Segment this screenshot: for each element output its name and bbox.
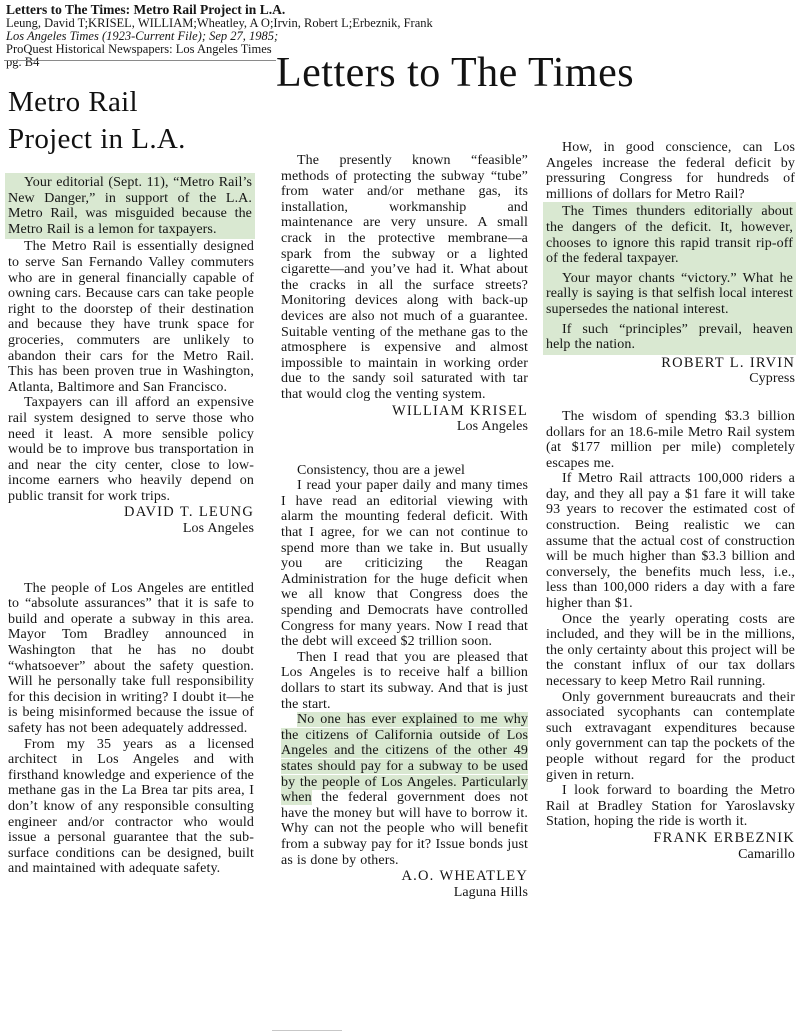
- citation-source: Los Angeles Times (1923-Current File); Sep 27, 1985;: [6, 29, 279, 43]
- article-headline-line1: Metro Rail: [8, 86, 138, 118]
- signature-name: FRANK ERBEZNIK: [653, 829, 795, 846]
- paragraph: Only government bureaucrats and their associated sycophants can contemplate such extravagant expenditures because only government can tap the pockets of the people without regard for the product given in return.: [546, 689, 795, 783]
- paragraph: Taxpayers can ill afford an expensive rail system designed to serve those who need it least. A more sensible policy would be to improve bus transportation in and near the city center, close to low-income earners who heavily depend on public transit for work trips.: [8, 395, 254, 504]
- section-masthead: Letters to The Times: [276, 50, 635, 96]
- article-headline-line2: Project in L.A.: [8, 123, 186, 155]
- letter-signature: [546, 356, 795, 387]
- paragraph-highlighted: The Times thunders editorially about the dangers of the deficit. It, however, chooses to ignore this rapid transit rip-off of the federal taxpayer.: [543, 202, 796, 268]
- paragraph-highlighted: Your editorial (Sept. 11), “Metro Rail’s New Danger,” in support of the L.A. Metro Rail, was misguided because the Metro Rail is a lemon for taxpayers.: [5, 173, 255, 239]
- letter-signature: [8, 505, 254, 536]
- header-divider: [4, 60, 276, 61]
- highlighted-passage: No one has ever explained to me why the citizens of California outside of Los Angeles and the citizens of the other 49 states should pay for a subway to be used by the people of Los Angeles. Particularly when: [281, 712, 528, 806]
- paragraph-highlighted: If such “principles” prevail, heaven help the nation.: [543, 320, 796, 355]
- signature-name: WILLIAM KRISEL: [392, 402, 528, 419]
- paragraph: Then I read that you are pleased that Los Angeles is to receive half a billion dollars to start its subway. And that is just the start.: [281, 649, 528, 712]
- paragraph: How, in good conscience, can Los Angeles increase the federal deficit by pressuring Congress for hundreds of millions of dollars for Metro Rail?: [546, 140, 795, 202]
- paragraph: The presently known “feasible” methods of protecting the subway “tube” from water and/or methane gas, its installation, workmanship and maintenance are very unsure. A small crack in the protective membrane—a spark from the subway or a lighted cigarette—and you’ve had it. What about the cracks in all the surface streets? Monitoring devices along with back-up devices are also not much of a guarantee. Suitable venting of the methane gas to the atmosphere is expensive and almost impossible to maintain in working order due to the sandy soil saturated with tar that would clog the venting system.: [281, 153, 528, 402]
- paragraph: From my 35 years as a licensed architect in Los Angeles and with firsthand knowledge and experience of the methane gas in the La Brea tar pits area, I don’t know of any responsible consulting engineer and/or contractor who would issue a personal guarantee that the sub-surface conditions can be designed, built and maintained with adequate safety.: [8, 736, 254, 877]
- citation-title: Letters to The Times: Metro Rail Project in L.A.: [6, 2, 286, 17]
- paragraph-partially-highlighted: [281, 712, 528, 868]
- signature-name: A.O. WHEATLEY: [401, 868, 528, 885]
- signature-place: Cypress: [749, 371, 795, 387]
- citation-authors: Leung, David T;KRISEL, WILLIAM;Wheatley, A O;Irvin, Robert L;Erbeznik, Frank: [6, 16, 433, 30]
- signature-name: ROBERT L. IRVIN: [661, 354, 795, 371]
- signature-name: DAVID T. LEUNG: [124, 504, 254, 521]
- paragraph: I read your paper daily and many times I have read an editorial viewing with alarm the mounting federal deficit. With that I agree, for we can not continue to spend more than we take in. But usually you are criticizing the Reagan Administration for the huge deficit when we all know that Congress does the spending and Democrats have controlled Congress for many years. Now I read that the debt will exceed $2 trillion soon.: [281, 478, 528, 650]
- letter-signature: [281, 869, 528, 900]
- letter-signature: [281, 404, 528, 435]
- citation-page-number: pg. B4: [6, 55, 40, 69]
- signature-place: Camarillo: [738, 846, 795, 862]
- citation-archive: ProQuest Historical Newspapers: Los Angeles Times: [6, 42, 272, 56]
- paragraph: I look forward to boarding the Metro Rail at Bradley Station for Yaroslavsky Station, hoping the ride is worth it.: [546, 783, 795, 830]
- paragraph-highlighted: Your mayor chants “victory.” What he really is saying is that selfish local interest supersedes the national interest.: [543, 269, 796, 320]
- column-middle: [281, 153, 528, 900]
- article-headline: [8, 84, 254, 158]
- signature-place: Los Angeles: [456, 419, 528, 435]
- signature-place: Laguna Hills: [453, 884, 528, 900]
- paragraph: The wisdom of spending $3.3 billion dollars for an 18.6-mile Metro Rail system (at $177 million per mile) completely escapes me.: [546, 408, 795, 471]
- signature-place: Los Angeles: [182, 521, 254, 537]
- paragraph: If Metro Rail attracts 100,000 riders a day, and they all pay a $1 fare it will take 93 years to recover the estimated cost of construction. Being realistic we can assume that the actual cost of construction will be much higher than $3.3 billion and conversely, the benefits much less, i.e., less than 100,000 riders a day with a fare higher than $1.: [546, 471, 795, 612]
- paragraph-salutation: Consistency, thou are a jewel: [297, 462, 466, 478]
- paragraph-continuation: the federal government does not have the money but will have to borrow it. Why can not the people who will benefit from a subway pay for it? Issue bonds just as is done by others.: [281, 790, 528, 868]
- column-right: [546, 140, 795, 862]
- paragraph: The people of Los Angeles are entitled to “absolute assurances” that it is safe to build and operate a subway in this area. Mayor Tom Bradley announced in Washington that he has no doubt “whatsoever” about the safety question. Will he personally take full responsibility for this decision in writing? I doubt it—he is being misinformed because the issue of safety has not been adequately addressed.: [8, 580, 254, 736]
- column-left: [8, 84, 254, 877]
- letter-signature: [546, 831, 795, 862]
- paragraph: Once the yearly operating costs are included, and they will be in the millions, the only certainty about this project will be the constant influx of our tax dollars necessary to keep Metro Rail running.: [546, 611, 795, 689]
- paragraph: The Metro Rail is essentially designed to serve San Fernando Valley commuters who are in general financially capable of owning cars. Because cars can take people right to the doorstep of their destination and because they have trunk space for groceries, commuters are unlikely to abandon their cars for the Metro Rail. This has been proven true in Washington, Atlanta, Baltimore and San Francisco.: [8, 239, 254, 395]
- scan-artifact-line: [272, 1030, 342, 1031]
